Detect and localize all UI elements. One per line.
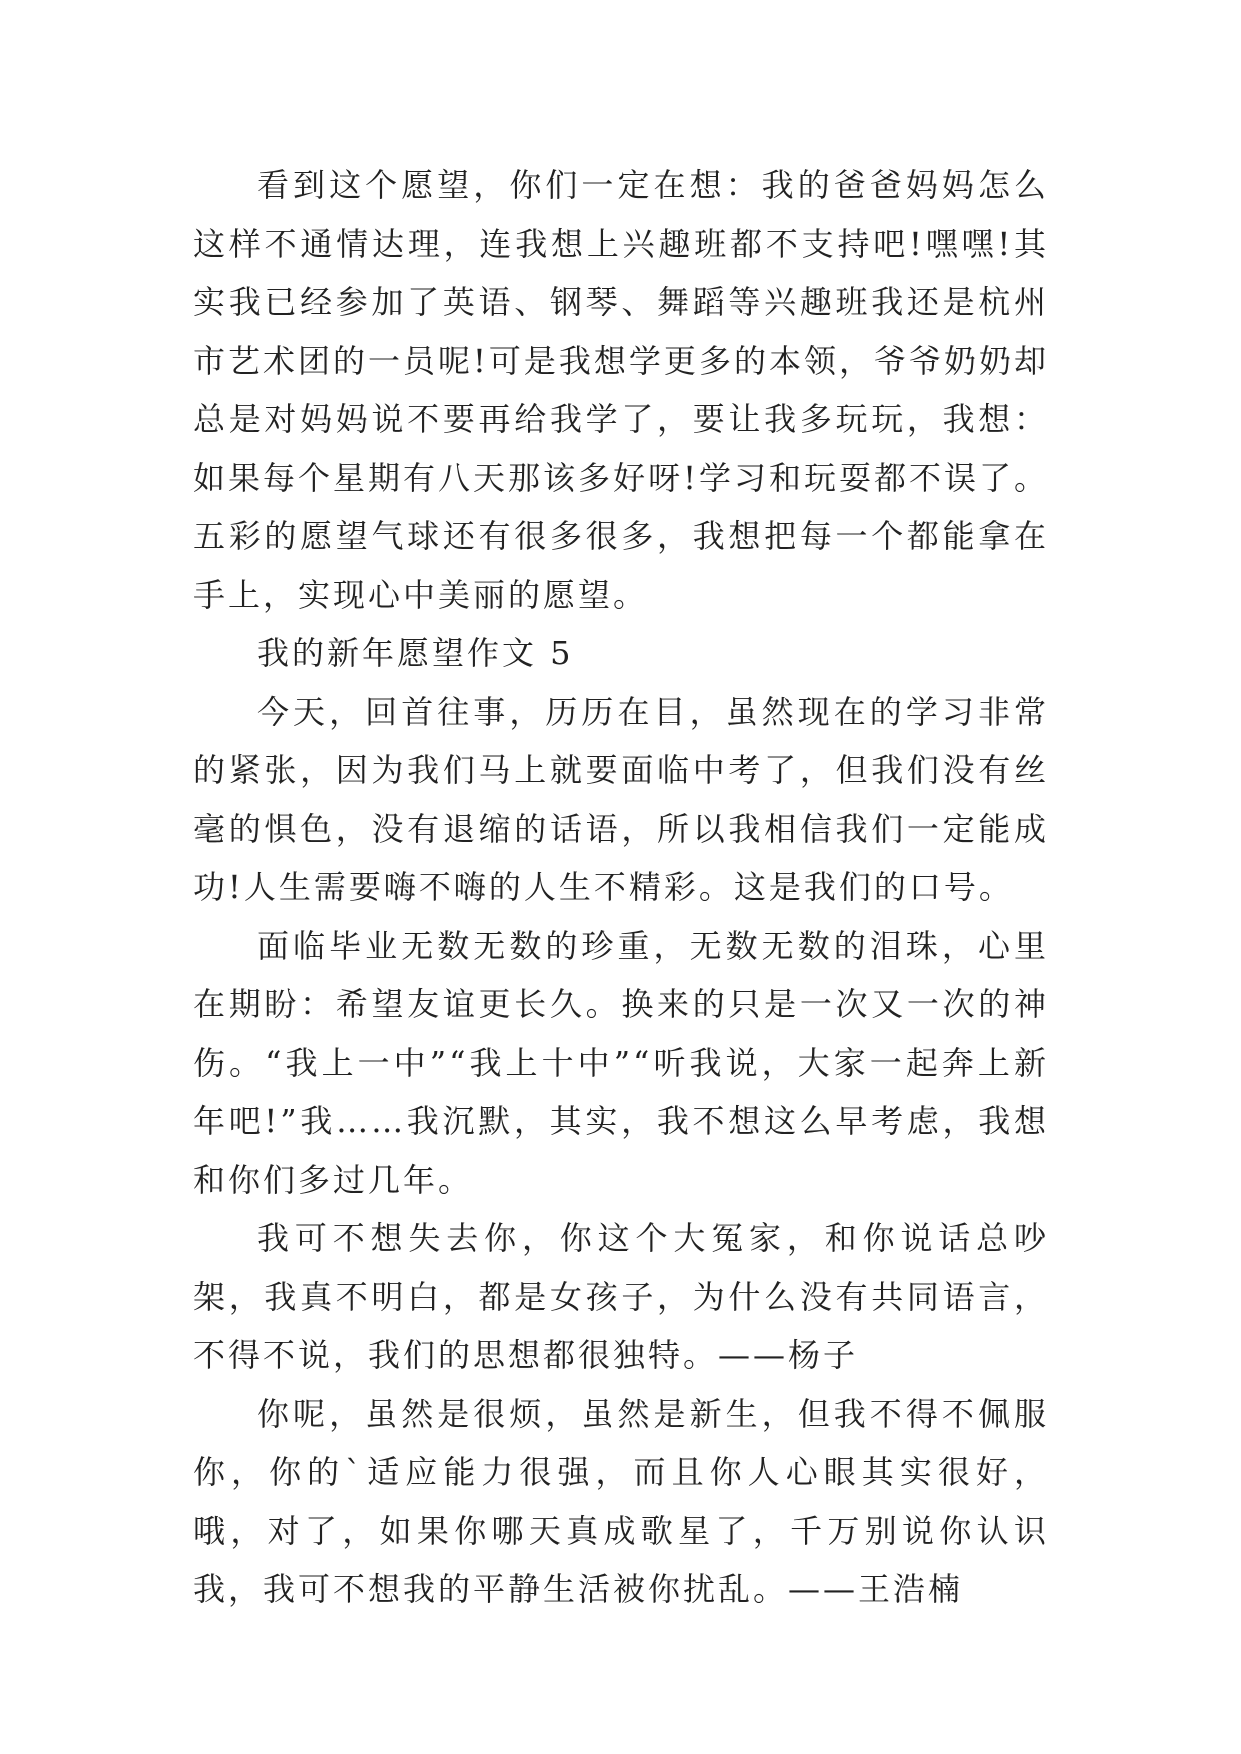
paragraph-today: 今天，回首往事，历历在目，虽然现在的学习非常的紧张，因为我们马上就要面临中考了，但我们没有丝毫的惧色，没有退缩的话语，所以我相信我们一定能成功!人生需要嗨不嗨的人生不精彩。这是我们的口号。 xyxy=(193,692,1049,906)
paragraph-graduation: 面临毕业无数无数的珍重，无数无数的泪珠，心里在期盼：希望友谊更长久。换来的只是一次又一次的神伤。“我上一中”“我上十中”“听我说，大家一起奔上新年吧!”我……我沉默，其实，我不想这么早考虑，我想和你们多过几年。 xyxy=(193,926,1049,1199)
paragraph-yangzi: 我可不想失去你，你这个大冤家，和你说话总吵架，我真不明白，都是女孩子，为什么没有共同语言，不得不说，我们的思想都很独特。——杨子 xyxy=(193,1219,1049,1374)
essay-heading: 我的新年愿望作文 5 xyxy=(257,634,574,672)
paragraph-wanghaonan: 你呢，虽然是很烦，虽然是新生，但我不得不佩服你，你的`适应能力很强，而且你人心眼其实很好，哦，对了，如果你哪天真成歌星了，千万别说你认识我，我可不想我的平静生活被你扰乱。——王浩楠 xyxy=(193,1394,1049,1608)
paragraph-wish-intro: 看到这个愿望，你们一定在想：我的爸爸妈妈怎么这样不通情达理，连我想上兴趣班都不支持吧!嘿嘿!其实我已经参加了英语、钢琴、舞蹈等兴趣班我还是杭州市艺术团的一员呢!可是我想学更多的本领，爷爷奶奶却总是对妈妈说不要再给我学了，要让我多玩玩，我想：如果每个星期有八天那该多好呀!学习和玩耍都不误了。五彩的愿望气球还有很多很多，我想把每一个都能拿在手上，实现心中美丽的愿望。 xyxy=(193,166,1049,614)
document-body xyxy=(193,156,1049,1619)
